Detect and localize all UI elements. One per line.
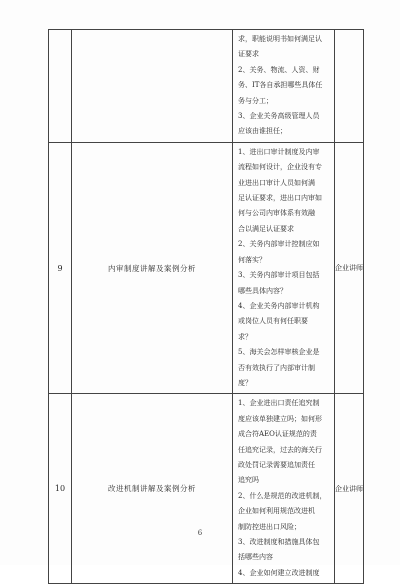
- table-row: [49, 142, 364, 394]
- row-number: 9: [49, 142, 72, 394]
- detail-line: 流程如何设计，企业没有专: [238, 163, 322, 172]
- detail-line: 4、企业如何建立改进制度: [238, 568, 320, 577]
- detail-line: 或岗位人员有何任职要: [238, 317, 308, 326]
- detail-line: 应该由谁担任；: [238, 127, 287, 136]
- row-instructor-type: 企业讲师: [335, 394, 364, 584]
- detail-line: 否有效执行了内部审计制: [238, 363, 315, 372]
- detail-line: 务与分工；: [238, 96, 273, 105]
- row-detail: [233, 394, 335, 584]
- detail-line: 何与公司内审体系有效融: [238, 209, 315, 218]
- row-instructor-type: [335, 30, 364, 143]
- detail-line: 3、改进制度和措施具体包: [238, 538, 320, 546]
- detail-line: 求？: [238, 332, 252, 341]
- detail-line: 度？: [238, 378, 252, 387]
- detail-line: 任追究记录，过去的海关行: [238, 445, 322, 454]
- page-number: 6: [197, 529, 203, 537]
- row-number: 10: [49, 394, 72, 584]
- detail-line: 括哪些内容: [238, 553, 273, 562]
- detail-line: 成合符AEO认证规范的责: [238, 430, 317, 439]
- detail-line: 2、关务、物流、人资、财: [238, 65, 320, 74]
- row-topic: [72, 30, 233, 143]
- detail-line: 度应该单独建立吗；如何形: [238, 414, 322, 423]
- detail-line: 合以满足认证要求: [238, 224, 294, 233]
- detail-line: 务、IT各自承担哪些具体任: [238, 81, 323, 90]
- detail-line: 1、进出口审计制度及内审: [238, 147, 320, 156]
- detail-line: 政处罚记录需要追加责任: [238, 460, 315, 469]
- detail-line: 1、企业进出口责任追究制: [238, 399, 320, 408]
- detail-line: 追究吗: [238, 476, 259, 485]
- row-topic: 内审制度讲解及案例分析: [72, 142, 233, 394]
- detail-line: 2、关务内部审计控制应如: [238, 240, 320, 249]
- row-detail: [233, 142, 335, 394]
- detail-line: 3、企业关务高级管理人员: [238, 112, 320, 121]
- detail-line: 证要求: [238, 50, 259, 59]
- row-detail: [233, 30, 335, 143]
- detail-line: 制防控进出口风险；: [238, 522, 301, 531]
- table-row: [49, 394, 364, 584]
- row-topic: 改进机制讲解及案例分析: [72, 394, 233, 584]
- detail-line: 业进出口审计人员如何满: [238, 178, 315, 187]
- detail-line: 3、关务内部审计项目包括: [238, 271, 320, 280]
- detail-line: 何落实？: [238, 255, 266, 264]
- detail-line: 求，职能说明书如何满足认: [238, 35, 322, 43]
- row-instructor-type: 企业讲师: [335, 142, 364, 394]
- row-number: [49, 30, 72, 143]
- detail-line: 4、企业关务内部审计机构: [238, 301, 320, 310]
- detail-line: 企业如何利用规范改进机: [238, 507, 315, 516]
- detail-line: 足认证要求，进出口内审如: [238, 194, 322, 203]
- course-table: [48, 29, 364, 584]
- detail-line: 5、海关会怎样审核企业是: [238, 348, 320, 357]
- detail-line: 2、什么是规范的改进机制，: [238, 491, 327, 500]
- table-row: [49, 30, 364, 143]
- detail-line: 哪些具体内容？: [238, 286, 287, 295]
